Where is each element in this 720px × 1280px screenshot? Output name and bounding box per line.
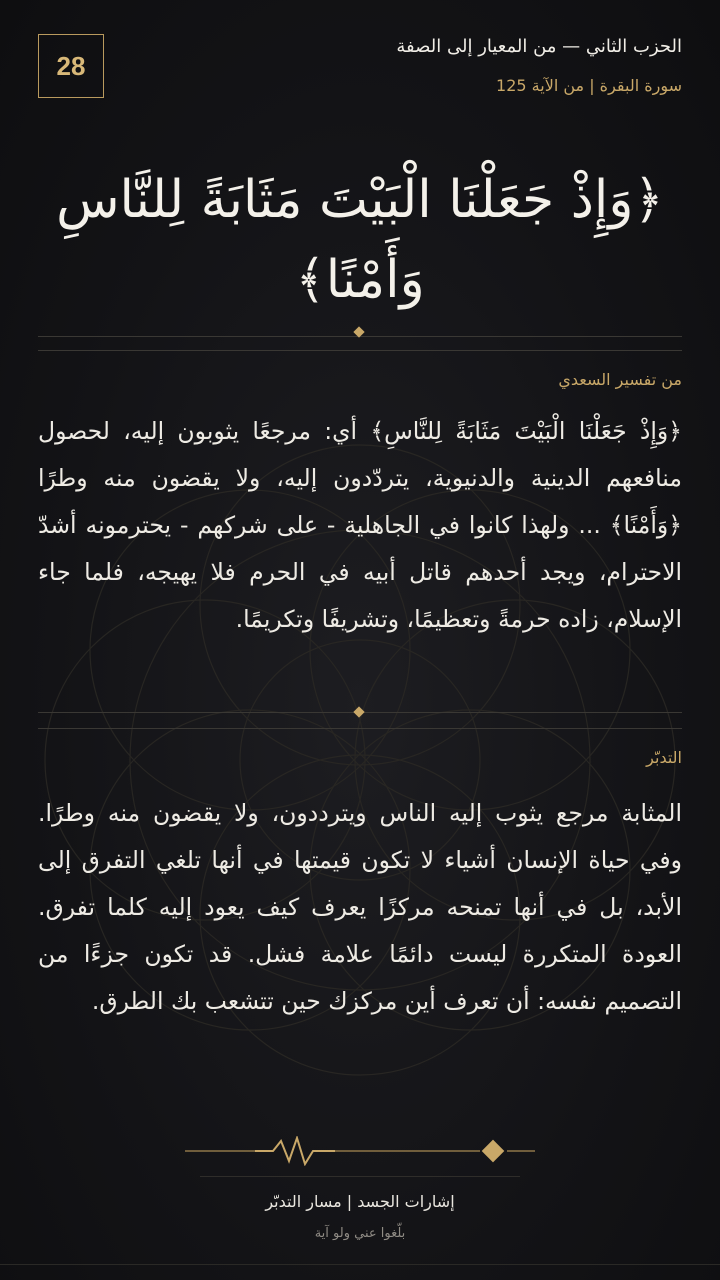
verse-text (40, 160, 680, 320)
footer-divider (200, 1176, 520, 1177)
divider (38, 350, 682, 351)
gold-diamond-icon (353, 706, 364, 717)
reflection-text: المثابة مرجع يثوب إليه الناس ويترددون، ولا يقضون منه وطرًا. وفي حياة الإنسان أشياء لا تكون قيمتها في أنها تلغي التفرق إلى الأبد، بل في أنها تمنحه مركزًا يعرف كيف يعود إليه كلما تفرق. العودة المتكررة ليست دائمًا علامة فشل. قد تكون جزءًا من التصميم نفسه: أن تعرف أين مركزك حين تتشعب بك الطرق. (38, 799, 682, 1015)
verse-line-2: وَأَمْنًا﴾ (295, 250, 425, 310)
footer-subtitle: بلّغوا عني ولو آية (314, 1226, 406, 1241)
tafsir-label: من تفسير السعدي (558, 370, 682, 389)
surah-reference: سورة البقرة | من الآية 125 (496, 76, 682, 95)
divider (38, 728, 682, 729)
bottom-divider (0, 1264, 720, 1265)
hizb-title: الحزب الثاني — من المعيار إلى الصفة (396, 36, 682, 57)
verse-line-1: ﴿وَإِذْ جَعَلْنَا الْبَيْتَ مَثَابَةً لِلنَّاسِ (56, 170, 664, 230)
page-number-badge: 28 (38, 34, 104, 98)
tafsir-text: ﴿وَإِذْ جَعَلْنَا الْبَيْتَ مَثَابَةً لِلنَّاسِ﴾ أي: مرجعًا يثوبون إليه، لحصول منافعهم الدينية والدنيوية، يتردّدون إليه، ولا يقضون منه وطرًا ﴿وَأَمْنًا﴾ ... ولهذا كانوا في الجاهلية - على شركهم - يحترمونه أشدّ الاحترام، ويجد أحدهم قاتل أبيه في الحرم فلا يهيجه، فلما جاء الإسلام، زاده حرمةً وتعظيمًا، وتشريفًا وتكريمًا. (38, 417, 682, 633)
reflection-label: التدبّر (646, 748, 682, 767)
footer-title: إشارات الجسد | مسار التدبّر (265, 1192, 455, 1211)
pulse-line-icon (185, 1136, 535, 1166)
